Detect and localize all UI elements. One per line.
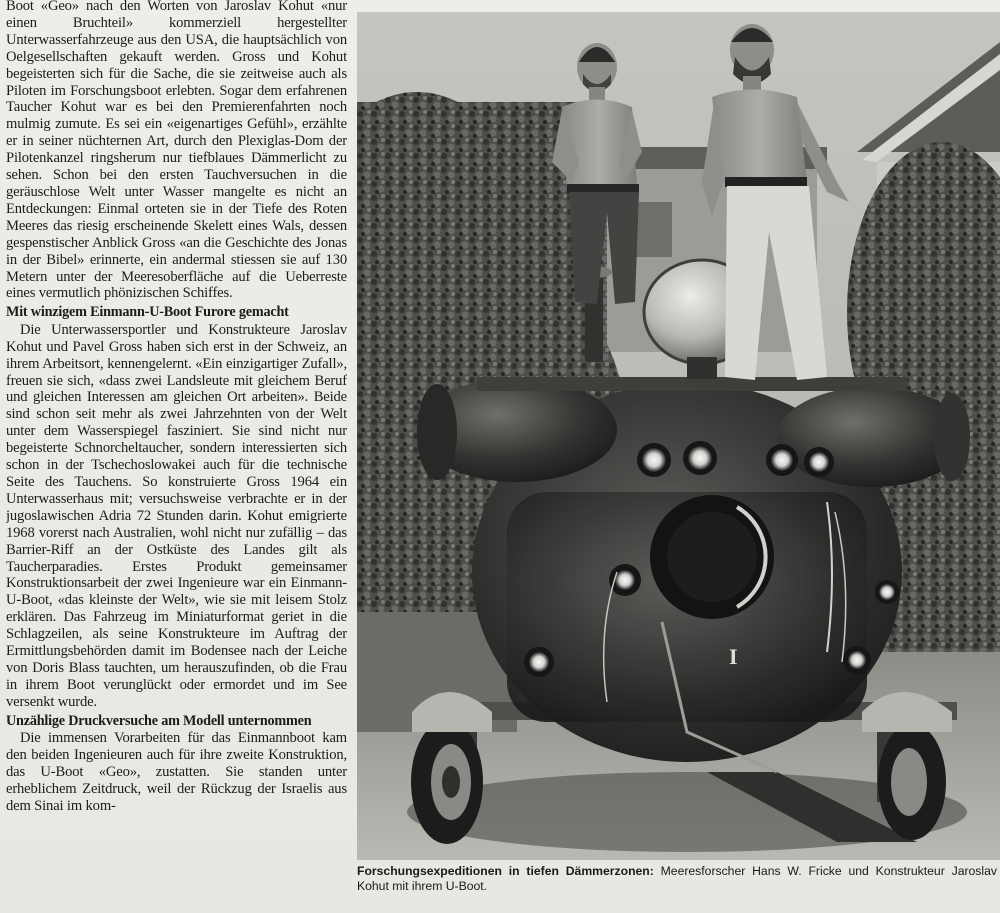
submarine-photo-illustration bbox=[357, 12, 1000, 860]
article-column bbox=[6, 0, 347, 911]
hull-marking: I bbox=[729, 644, 738, 669]
photo-caption bbox=[357, 864, 997, 894]
caption-text: Meeresforscher Hans W. Fricke und Konstrukteur Jaroslav Kohut mit ihrem U-Boot. bbox=[357, 864, 997, 893]
article-subheading-1: Mit winzigem Einmann-U-Boot Furore gemacht bbox=[6, 304, 289, 321]
article-paragraph-2: Die Unterwassersportler und Konstrukteure Jaroslav Kohut und Pavel Gross haben sich erst in der Schweiz, an ihrem Arbeitsort, kennengelernt. «Ein einzigartiger Zufall», freuen sie sich, «dass zwei Landsleute mit gleichem Beruf und gleichen Interessen am gleichen Ort arbeiten». Beide sind schon seit mehr als zwei Jahrzehnten von der Welt unter dem Wasserspiegel fasziniert. Sie sind nicht nur begeisterte Schnorcheltaucher, sondern interessierten sich schon in der Tschechoslowakei auch für die technische Seite des Tauchens. So konstruierte Gross 1964 ein Unterwasserhaus mit; versuchsweise verbrachte er in der jugoslawischen Adria 72 Stunden darin. Kohut emigrierte 1968 vorerst nach Australien, wohl nicht nur zufällig – das Barrier-Riff an der Ostküste des Landes gilt als Taucherparadies. Erstes Produkt gemeinsamer Konstruktionsarbeit der zwei Ingenieure war ein Einmann-U-Boot, «das kleinste der Welt», wie sie mit leisem Stolz erklären. Das Fahrzeug im Miniaturformat geriet in die Schlagzeilen, als seine Konstrukteure im Auftrag der Ermittlungsbehörden damit im Bodensee nach der Leiche von Doris Blass tauchten, um herauszufinden, ob die Frau in ihrem Boot verunglückt oder ermordet und im See versenkt wurde. bbox=[6, 321, 347, 710]
article-paragraph-3: Die immensen Vorarbeiten für das Einmannboot kam den beiden Ingenieuren auch für ihre zweite Konstruktion, das U-Boot «Geo», zustatten. Sie standen unter erheblichem Zeitdruck, weil der Rückzug der Israelis aus dem Sinai im kom- bbox=[6, 730, 347, 814]
submarine-photo bbox=[357, 12, 1000, 860]
article-subheading-2: Unzählige Druckversuche am Modell unternommen bbox=[6, 712, 312, 729]
article-paragraph-1: Boot «Geo» nach den Worten von Jaroslav Kohut «nur einen Bruchteil» kommerziell hergestellter Unterwasserfahrzeuge aus den USA, die hauptsächlich von Oelgesellschaften gekauft werden. Gross und Kohut begeisterten sich für die Sache, die sie zeitweise auch als Piloten im Forschungsboot erlebten. Sogar dem erfahrenen Taucher Kohut war es bei den Premierenfahrten noch mulmig zumute. Es sei ein «eigenartiges Gefühl», erzählte er in seiner nüchternen Art, durch den Plexiglas-Dom der Pilotenkanzel ringsherum nur tiefblaues Dämmerlicht zu sehen. Schon bei den ersten Tauchversuchen in die geräuschlose Welt unter Wasser mangelte es nicht an Entdeckungen: Einmal orteten sie in der Tiefe des Roten Meeres das riesig erscheinende Skelett eines Wals, dessen gespenstischer Anblick Gross «an die Geschichte des Jonas in der Bibel» erinnerte, ein andermal stiessen sie auf 130 Metern unter der Meeresoberfläche auf die Ueberreste eines vermutlich phönizischen Schiffes. bbox=[6, 0, 347, 302]
caption-lead: Forschungsexpeditionen in tiefen Dämmerzonen: bbox=[357, 864, 654, 878]
